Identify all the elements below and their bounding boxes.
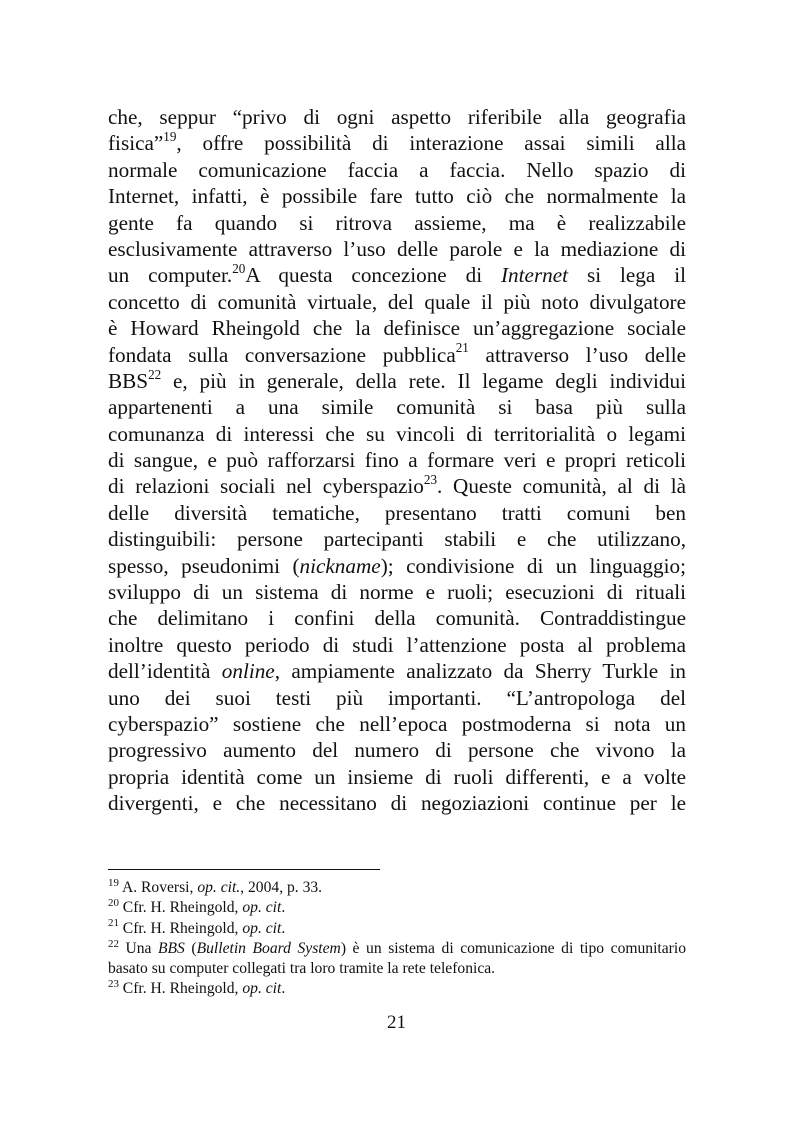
page-number: 21 bbox=[387, 1012, 406, 1033]
text-run: spesso, pseudonimi ( bbox=[108, 553, 300, 578]
footnotes bbox=[108, 878, 686, 1000]
text-run: che delimitano i confini della comunità. Contraddistingue bbox=[108, 606, 686, 631]
footnote-19 bbox=[108, 878, 686, 898]
footnote-separator bbox=[108, 869, 380, 870]
footnote-ref: 19 bbox=[163, 129, 177, 145]
text-run: A. Roversi, bbox=[118, 879, 198, 896]
text-line bbox=[108, 553, 686, 579]
text-run: delle diversità tematiche, presentano tratti comuni ben bbox=[108, 500, 686, 525]
text-line bbox=[108, 685, 686, 711]
text-line bbox=[108, 737, 686, 763]
text-run: un computer. bbox=[108, 263, 233, 288]
text-line bbox=[108, 579, 686, 605]
text-line bbox=[108, 632, 686, 658]
text-run: comunanza di interessi che su vincoli di territorialità o legami bbox=[108, 421, 686, 446]
footnote-number: 20 bbox=[108, 897, 119, 910]
text-line bbox=[108, 368, 686, 394]
footnote-ref: 23 bbox=[423, 472, 438, 488]
text-run: e, più in generale, della rete. Il legame degli individui bbox=[161, 368, 686, 393]
italic-text: op. cit bbox=[242, 899, 282, 917]
text-run: ( bbox=[184, 939, 197, 957]
text-line bbox=[108, 764, 686, 790]
text-run: progressivo aumento del numero di persone che vivono la bbox=[108, 738, 686, 763]
text-run: di sangue, e può rafforzarsi fino a formare veri e propri reticoli bbox=[108, 448, 686, 473]
footnote-ref: 20 bbox=[232, 261, 246, 277]
text-line bbox=[108, 342, 686, 368]
text-run: . bbox=[281, 899, 286, 917]
text-run: BBS bbox=[108, 368, 149, 393]
text-line bbox=[108, 210, 686, 236]
text-run: ); condivisione di un linguaggio; bbox=[380, 553, 686, 578]
text-line bbox=[108, 315, 686, 341]
text-line bbox=[108, 790, 686, 816]
text-run: . bbox=[281, 919, 286, 937]
text-run: Una bbox=[118, 939, 158, 957]
text-line bbox=[108, 473, 686, 499]
footnote-23 bbox=[108, 979, 686, 999]
text-line bbox=[108, 711, 686, 737]
text-run: fondata sulla conversazione pubblica bbox=[108, 342, 456, 367]
text-line bbox=[108, 421, 686, 447]
footnote-number: 19 bbox=[108, 876, 119, 889]
text-run: distinguibili: persone partecipanti stabili e che utilizzano, bbox=[108, 527, 686, 552]
text-run: ) è un sistema di comunicazione di tipo comunitario basato su computer collegati tra loro tramite la rete telefonica. bbox=[108, 939, 687, 978]
text-line bbox=[108, 183, 686, 209]
italic-text: nickname bbox=[299, 553, 381, 578]
text-line bbox=[108, 236, 686, 262]
text-run: Internet, infatti, è possibile fare tutto ciò che normalmente la bbox=[108, 184, 686, 209]
text-run: . Queste comunità, al di là bbox=[437, 474, 686, 499]
text-run: cyberspazio” sostiene che nell’epoca postmoderna si nota un bbox=[108, 711, 686, 736]
text-run: che, seppur “privo di ogni aspetto riferibile alla geografia bbox=[108, 105, 686, 129]
text-run: . bbox=[281, 980, 286, 998]
text-line bbox=[108, 658, 686, 684]
footnote-number: 22 bbox=[108, 937, 119, 950]
footnote-21 bbox=[108, 919, 686, 939]
text-line bbox=[108, 394, 686, 420]
text-line bbox=[108, 157, 686, 183]
footnote-ref: 21 bbox=[455, 340, 469, 356]
italic-text: op. cit bbox=[242, 919, 282, 937]
footnote-number: 21 bbox=[108, 917, 119, 930]
footnote-20 bbox=[108, 898, 686, 918]
text-run: A questa concezione di bbox=[245, 263, 501, 288]
text-run: propria identità come un insieme di ruoli differenti, e a volte bbox=[108, 764, 686, 789]
text-line bbox=[108, 526, 686, 552]
body-paragraph bbox=[108, 104, 686, 817]
text-run: sviluppo di un sistema di norme e ruoli; esecuzioni di rituali bbox=[108, 580, 686, 605]
text-run: attraverso l’uso delle bbox=[468, 342, 686, 367]
text-run: si lega il bbox=[568, 263, 686, 288]
text-line bbox=[108, 605, 686, 631]
footnote-number: 23 bbox=[108, 978, 119, 991]
text-run: Cfr. H. Rheingold, bbox=[118, 919, 243, 937]
text-run: inoltre questo periodo di studi l’attenzione posta al problema bbox=[108, 632, 686, 657]
footnote-ref: 22 bbox=[148, 366, 162, 382]
italic-text: BBS bbox=[158, 939, 185, 957]
italic-text: op. cit. bbox=[197, 879, 241, 896]
italic-text: Bulletin Board System bbox=[196, 939, 341, 957]
text-run: esclusivamente attraverso l’uso delle parole e la mediazione di bbox=[108, 236, 686, 261]
text-line bbox=[108, 130, 686, 156]
text-line bbox=[108, 500, 686, 526]
text-line bbox=[108, 104, 686, 130]
text-run: concetto di comunità virtuale, del quale il più noto divulgatore bbox=[108, 289, 686, 314]
text-line bbox=[108, 447, 686, 473]
text-line bbox=[108, 289, 686, 315]
text-run: di relazioni sociali nel cyberspazio bbox=[108, 474, 424, 499]
text-run: , ampiamente analizzato da Sherry Turkle in bbox=[274, 659, 686, 684]
text-run: Cfr. H. Rheingold, bbox=[118, 980, 243, 998]
text-run: appartenenti a una simile comunità si basa più sulla bbox=[108, 395, 686, 420]
text-run: fisica” bbox=[108, 131, 164, 156]
text-line bbox=[108, 262, 686, 288]
italic-text: Internet bbox=[501, 263, 569, 288]
italic-text: online bbox=[221, 659, 275, 684]
text-run: Cfr. H. Rheingold, bbox=[118, 899, 243, 917]
text-run: , offre possibilità di interazione assai simili alla bbox=[176, 131, 686, 156]
text-run: normale comunicazione faccia a faccia. Nello spazio di bbox=[108, 157, 686, 182]
text-run: , 2004, p. 33. bbox=[240, 879, 323, 896]
text-run: gente fa quando si ritrova assieme, ma è realizzabile bbox=[108, 210, 686, 235]
italic-text: op. cit bbox=[242, 980, 282, 998]
footnote-22 bbox=[108, 939, 686, 980]
text-run: è Howard Rheingold che la definisce un’aggregazione sociale bbox=[108, 316, 686, 341]
text-run: uno dei suoi testi più importanti. “L’antropologa del bbox=[108, 685, 686, 710]
text-run: divergenti, e che necessitano di negoziazioni continue per le bbox=[108, 791, 686, 816]
text-run: dell’identità bbox=[108, 659, 222, 684]
